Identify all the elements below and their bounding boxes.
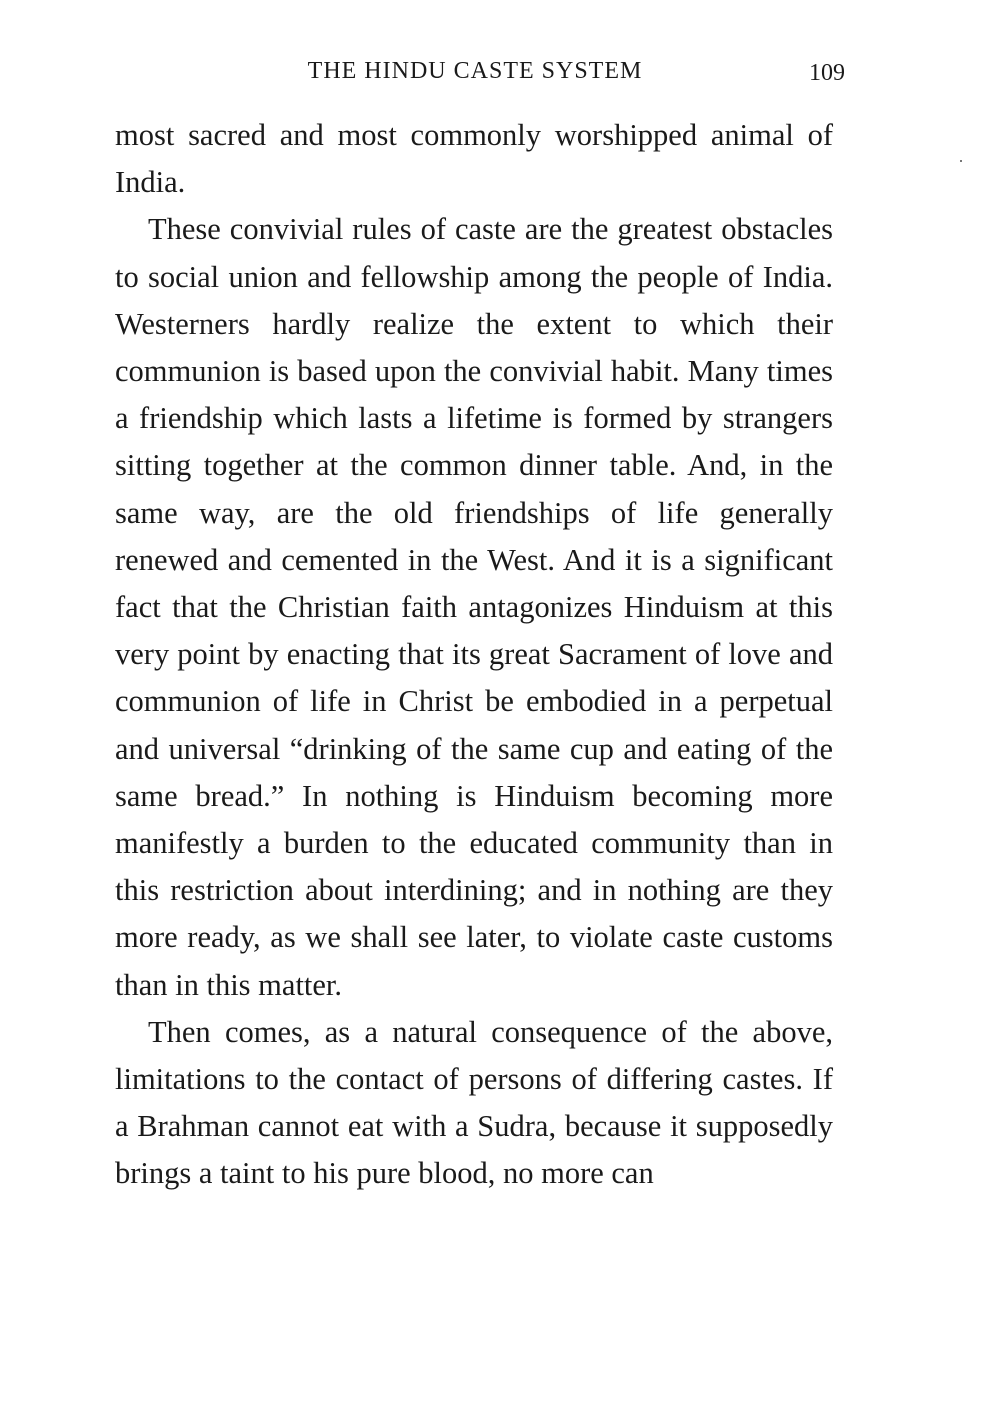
page-number: 109: [809, 60, 845, 86]
paragraph-contact-limitations: Then comes, as a natural consequence of the above, limitations to the contact of persons of differing castes. If a Brahman cannot eat with a Sudra, because it supposedly brings a taint to his pure blood, no more can: [115, 1014, 833, 1191]
paragraph-continued: most sacred and most commonly worshipped animal of India.: [115, 118, 833, 200]
running-head: [115, 58, 845, 92]
paragraph-convivial-rules: These convivial rules of caste are the greatest obstacles to social union and fellowship among the people of India. Westerners hardly realize the extent to which their communion is based upon the convivial habit. Many times a friendship which lasts a lifetime is formed by strangers sitting together at the common dinner table. And, in the same way, are the old friendships of life generally renewed and cemented in the West. And it is a significant fact that the Christian faith antagonizes Hinduism at this very point by enacting that its great Sacrament of love and communion of life in Christ be embodied in a perpetual and universal “drinking of the same cup and eating of the same bread.” In nothing is Hinduism becoming more manifestly a burden to the educated community than in this restriction about interdining; and in nothing are they more ready, as we shall see later, to violate caste customs than in this matter.: [115, 212, 833, 1002]
body-text: [115, 112, 833, 1198]
scan-speck: [960, 160, 962, 162]
running-title: THE HINDU CASTE SYSTEM: [307, 58, 643, 84]
